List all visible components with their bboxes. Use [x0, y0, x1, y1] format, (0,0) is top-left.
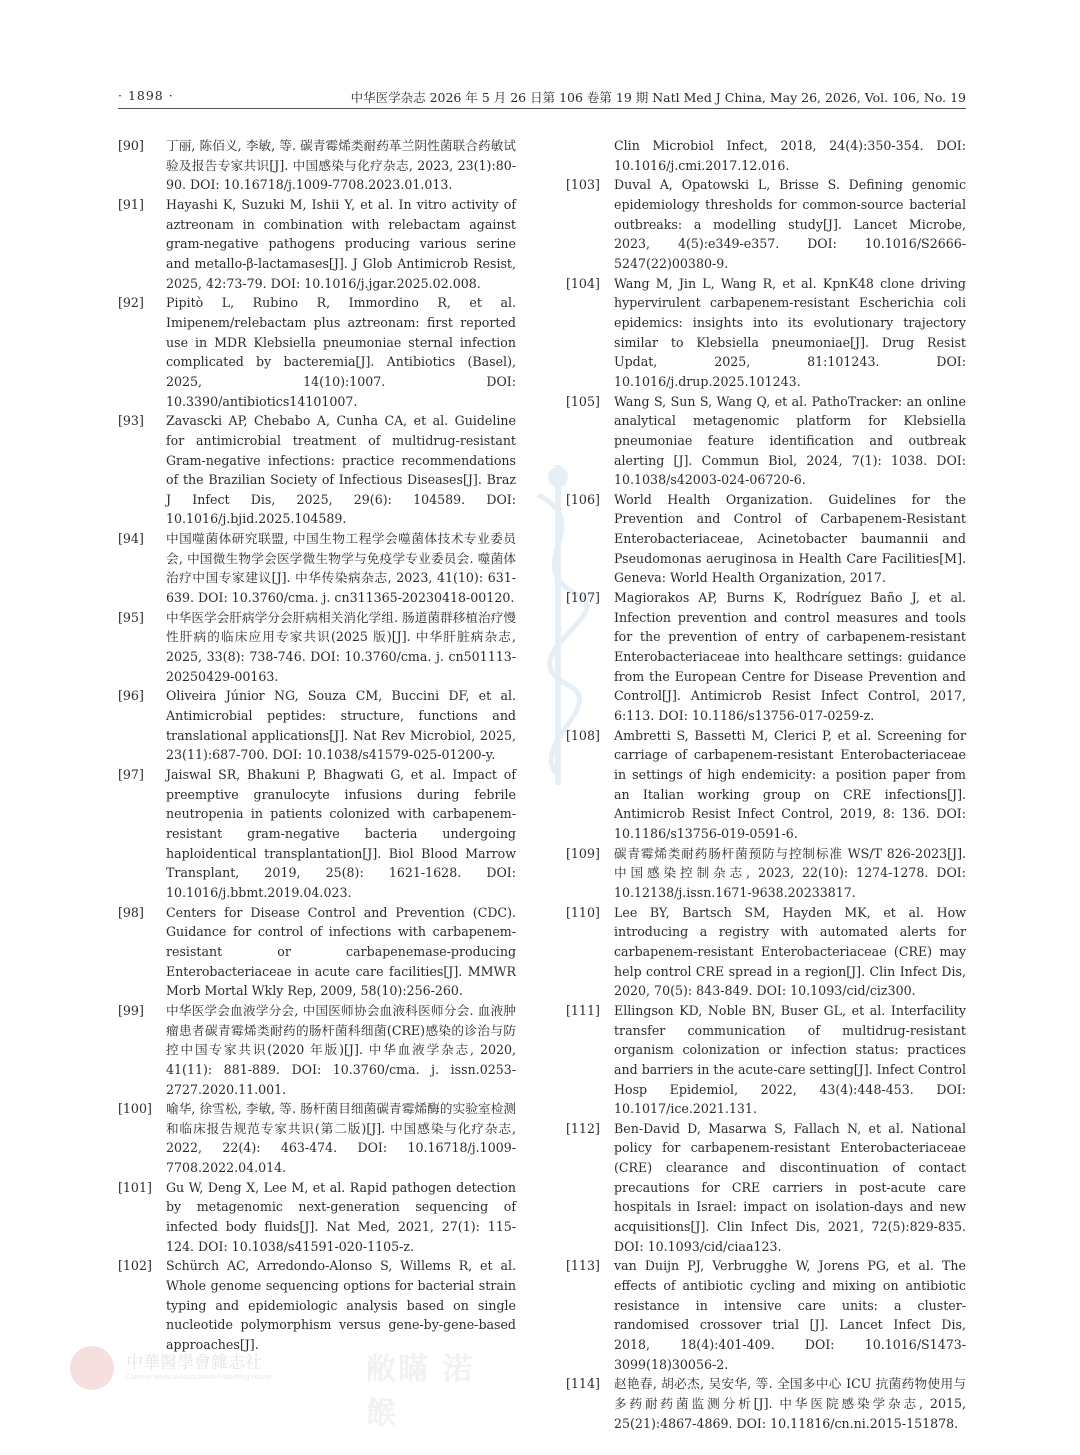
ref-number: [93] — [118, 413, 144, 429]
ref-number: [91] — [118, 196, 144, 212]
ref-text: 碳青霉烯类耐药肠杆菌预防与控制标准 WS/T 826-2023[J]. 中国感染控制杂志, 2023, 22(10): 1274-1278. DOI: 10.12138/j.issn.1671-9638.20233817. — [614, 845, 966, 900]
ref-number: [111] — [566, 1002, 600, 1018]
publisher-name: 中華醫學會雜志社 — [126, 1353, 262, 1373]
ref-text: Ben-David D, Masarwa S, Fallach N, et al. National policy for carbapenem-resistant Enterobacteriaceae (CRE) clearance and discontinuation of contact precautions for CRE carriers in post-acute care hospitals in Israel: impact on isolation-days and new acquisitions[J]. Clin Infect Dis, 2021, 72(5):829-835. DOI: 10.1093/cid/ciaa123. — [614, 1120, 966, 1254]
header-rule — [118, 108, 966, 109]
ref-text: Ellingson KD, Noble BN, Buser GL, et al. Interfacility transfer communication of multidrug-resistant organism colonization or infection status: practices and barriers in the acute-care setting[J]. Infect Control Hosp Epidemiol, 2022, 43(4):448-453. DOI: 10.1017/ice.2021.131. — [614, 1002, 966, 1117]
ref-number — [566, 136, 614, 175]
ref-text: Wang S, Sun S, Wang Q, et al. PathoTracker: an online analytical metagenomic platform for Klebsiella pneumoniae feature identification and outbreak alerting [J]. Commun Biol, 2024, 7(1): 1038. DOI: 10.1038/s42003-024-06720-6. — [614, 393, 966, 488]
reference-item — [118, 195, 516, 293]
ref-number: [105] — [566, 393, 600, 409]
reference-item — [566, 1256, 966, 1374]
ref-number: [114] — [566, 1376, 600, 1392]
reference-item — [566, 490, 966, 588]
reference-item-continued — [566, 136, 966, 175]
reference-item — [566, 392, 966, 490]
ref-number: [100] — [118, 1101, 152, 1117]
left-column — [118, 136, 516, 1355]
ref-text: Oliveira Júnior NG, Souza CM, Buccini DF, et al. Antimicrobial peptides: structure, functions and translational applications[J]. Nat Rev Microbiol, 2025, 23(11):687-700. DOI: 10.1038/s41579-025-01200-y. — [166, 688, 516, 763]
ref-number: [90] — [118, 138, 144, 153]
ref-text: 丁丽, 陈佰义, 李敏, 等. 碳青霉烯类耐药革兰阴性菌联合药敏试验及报告专家共识[J]. 中国感染与化疗杂志, 2023, 23(1):80-90. DOI: 10.16718/j.1009-7708.2023.01.013. — [166, 138, 516, 193]
ref-number: [106] — [566, 491, 600, 507]
reference-item — [566, 1001, 966, 1119]
ref-number: [96] — [118, 688, 144, 704]
ref-number: [107] — [566, 590, 600, 606]
reference-item — [566, 726, 966, 844]
ref-text: Ambretti S, Bassetti M, Clerici P, et al. Screening for carriage of carbapenem-resistant Enterobacteriaceae in settings of high endemicity: a position paper from an Italian working group on CRE infections[J]. Antimicrob Resist Infect Control, 2019, 8: 136. DOI: 10.1186/s13756-019-0591-6. — [614, 727, 966, 841]
ref-number: [108] — [566, 727, 600, 743]
ref-text: 中华医学会血液学分会, 中国医师协会血液科医师分会. 血液肿瘤患者碳青霉烯类耐药的肠杆菌科细菌(CRE)感染的诊治与防控中国专家共识(2020 年版)[J]. 中华血液学杂志, 2020, 41(11): 881-889. DOI: 10.3760/cma. j. issn.0253-2727.2020.11.001. — [166, 1002, 516, 1097]
ref-number: [101] — [118, 1179, 152, 1195]
ref-number: [109] — [566, 845, 600, 861]
ref-text: Schürch AC, Arredondo-Alonso S, Willems R, et al. Whole genome sequencing options for bacterial strain typing and epidemiologic analysis based on single nucleotide polymorphism versus gene-by-gene-based approaches[J]. — [166, 1258, 516, 1353]
ref-text: 赵艳春, 胡必杰, 吴安华, 等. 全国多中心 ICU 抗菌药物使用与多药耐药菌监测分析[J]. 中华医院感染学杂志, 2015, 25(21):4867-4869. DOI: 10.11816/cn.ni.2015-151878. — [614, 1376, 966, 1431]
ref-text: Zavascki AP, Chebabo A, Cunha CA, et al. Guideline for antimicrobial treatment of multidrug-resistant Gram-negative infections: practice recommendations of the Brazilian Society of Infectious Diseases[J]. Braz J Infect Dis, 2025, 29(6): 104589. DOI: 10.1016/j.bjid.2025.104589. — [166, 413, 516, 527]
ref-text: Centers for Disease Control and Prevention (CDC). Guidance for control of infections with carbapenem-resistant or carbapenemase-producing Enterobacteriaceae in acute care facilities[J]. MMWR Morb Mortal Wkly Rep, 2009, 58(10):256-260. — [166, 904, 516, 999]
ref-number: [102] — [118, 1258, 152, 1274]
ref-text: Pipitò L, Rubino R, Immordino R, et al. Imipenem/relebactam plus aztreonam: first reported use in MDR Klebsiella pneumoniae sternal infection complicated by bacteremia[J]. Antibiotics (Basel), 2025, 14(10):1007. DOI: 10.3390/antibiotics14101007. — [166, 295, 516, 409]
ref-text: 中华医学会肝病学分会肝病相关消化学组. 肠道菌群移植治疗慢性肝病的临床应用专家共识(2025 版)[J]. 中华肝脏病杂志, 2025, 33(8): 738-746. DOI: 10.3760/cma. j. cn501113-20250429-00163. — [166, 609, 516, 684]
ref-text: Duval A, Opatowski L, Brisse S. Defining genomic epidemiology thresholds for common-source bacterial outbreaks: a modelling study[J]. Lancet Microbe, 2023, 4(5):e349-e357. DOI: 10.1016/S2666-5247(22)00380-9. — [614, 177, 966, 271]
page-number: · 1898 · — [118, 88, 174, 103]
reference-item — [566, 1374, 966, 1433]
ref-number: [110] — [566, 904, 600, 920]
ref-text: Gu W, Deng X, Lee M, et al. Rapid pathogen detection by metagenomic next-generation sequencing of infected body fluids[J]. Nat Med, 2021, 27(1): 115-124. DOI: 10.1038/s41591-020-1105-z. — [166, 1179, 516, 1254]
right-column — [566, 136, 966, 1433]
ref-text: van Duijn PJ, Verbrugghe W, Jorens PG, et al. The effects of antibiotic cycling and mixing on antibiotic resistance in intensive care units: a cluster-randomised crossover trial [J]. Lancet Infect Dis, 2018, 18(4):401-409. DOI: 10.1016/S1473-3099(18)30056-2. — [614, 1258, 966, 1372]
reference-item — [566, 1119, 966, 1257]
reference-item — [118, 293, 516, 411]
reference-item — [566, 274, 966, 392]
reference-item — [118, 1099, 516, 1178]
reference-item — [566, 903, 966, 1001]
ref-number: [97] — [118, 767, 144, 782]
publisher-name-en: Chinese Medical Association Publishing House — [126, 1374, 272, 1381]
journal-citation: 中华医学杂志 2026 年 5 月 26 日第 106 卷第 19 期 Natl Med J China, May 26, 2026, Vol. 106, No. 19 — [350, 90, 966, 105]
ref-number: [103] — [566, 177, 600, 193]
reference-item — [118, 765, 516, 903]
reference-item — [118, 136, 516, 195]
ref-text: Clin Microbiol Infect, 2018, 24(4):350-354. DOI: 10.1016/j.cmi.2017.12.016. — [614, 138, 966, 173]
reference-item — [118, 411, 516, 529]
reference-item — [118, 1178, 516, 1257]
reference-item — [118, 608, 516, 687]
ref-text: Wang M, Jin L, Wang R, et al. KpnK48 clone driving hypervirulent carbapenem-resistant Escherichia coli epidemics: insights into its evolutionary trajectory similar to Klebsiella pneumoniae[J]. Drug Resist Updat, 2025, 81:101243. DOI: 10.1016/j.drup.2025.101243. — [614, 275, 966, 389]
reference-item — [118, 903, 516, 1001]
ref-number: [95] — [118, 609, 144, 625]
ref-text: 中国噬菌体研究联盟, 中国生物工程学会噬菌体技术专业委员会, 中国微生物学会医学微生物学与免疫学专业委员会. 噬菌体治疗中国专家建议[J]. 中华传染病杂志, 2023, 41(10): 631-639. DOI: 10.3760/cma. j. cn311365-20230418-00120. — [166, 531, 516, 606]
flower-logo-icon — [70, 1346, 114, 1390]
ref-text: World Health Organization. Guidelines for the Prevention and Control of Carbapenem-Resistant Enterobacteriaceae, Acinetobacter baumannii and Pseudomonas aeruginosa in Health Care Facilities[M]. Geneva: World Health Organization, 2017. — [614, 491, 966, 586]
publisher-watermark — [70, 1342, 500, 1431]
ref-text: Magiorakos AP, Burns K, Rodríguez Baño J, et al. Infection prevention and control measures and tools for the prevention of entry of carbapenem-resistant Enterobacteriaceae into healthcare settings: guidance from the European Centre for Disease Prevention and Control[J]. Antimicrob Resist Infect Control, 2017, 6:113. DOI: 10.1186/s13756-017-0259-z. — [614, 590, 966, 724]
ref-number: [99] — [118, 1002, 144, 1018]
reference-item — [118, 1001, 516, 1099]
reference-item — [566, 175, 966, 273]
ref-number: [112] — [566, 1120, 600, 1136]
ref-text: Hayashi K, Suzuki M, Ishii Y, et al. In vitro activity of aztreonam in combination with relebactam against gram-negative pathogens producing various serine and metallo-β-lactamases[J]. J Glob Antimicrob Resist, 2025, 42:73-79. DOI: 10.1016/j.jgar.2025.02.008. — [166, 196, 516, 291]
reference-item — [118, 1256, 516, 1354]
reference-item — [118, 686, 516, 765]
reference-item — [566, 844, 966, 903]
ref-text: Jaiswal SR, Bhakuni P, Bhagwati G, et al. Impact of preemptive granulocyte infusions during febrile neutropenia in patients colonized with carbapenem-resistant gram-negative bacteria undergoing haploidentical transplantation[J]. Biol Blood Marrow Transplant, 2019, 25(8): 1621-1628. DOI: 10.1016/j.bbmt.2019.04.023. — [166, 767, 516, 900]
ref-number: [94] — [118, 531, 144, 547]
reference-item — [118, 529, 516, 608]
page-header — [118, 88, 966, 108]
ref-number: [104] — [566, 275, 600, 291]
ref-text: 喻华, 徐雪松, 李敏, 等. 肠杆菌目细菌碳青霉烯酶的实验室检测和临床报告规范专家共识(第二版)[J]. 中国感染与化疗杂志, 2022, 22(4): 463-474. DOI: 10.16718/j.1009-7708.2022.04.014. — [166, 1101, 516, 1176]
ref-number: [98] — [118, 904, 144, 920]
ref-number: [92] — [118, 295, 144, 311]
brand-watermark: 敝瞞 渃餱 — [366, 1352, 475, 1431]
reference-item — [566, 588, 966, 726]
ref-text: Lee BY, Bartsch SM, Hayden MK, et al. How introducing a registry with automated alerts for carbapenem-resistant Enterobacteriaceae (CRE) may help control CRE spread in a region[J]. Clin Infect Dis, 2020, 70(5): 843-849. DOI: 10.1093/cid/ciz300. — [614, 904, 966, 999]
ref-number: [113] — [566, 1258, 600, 1274]
